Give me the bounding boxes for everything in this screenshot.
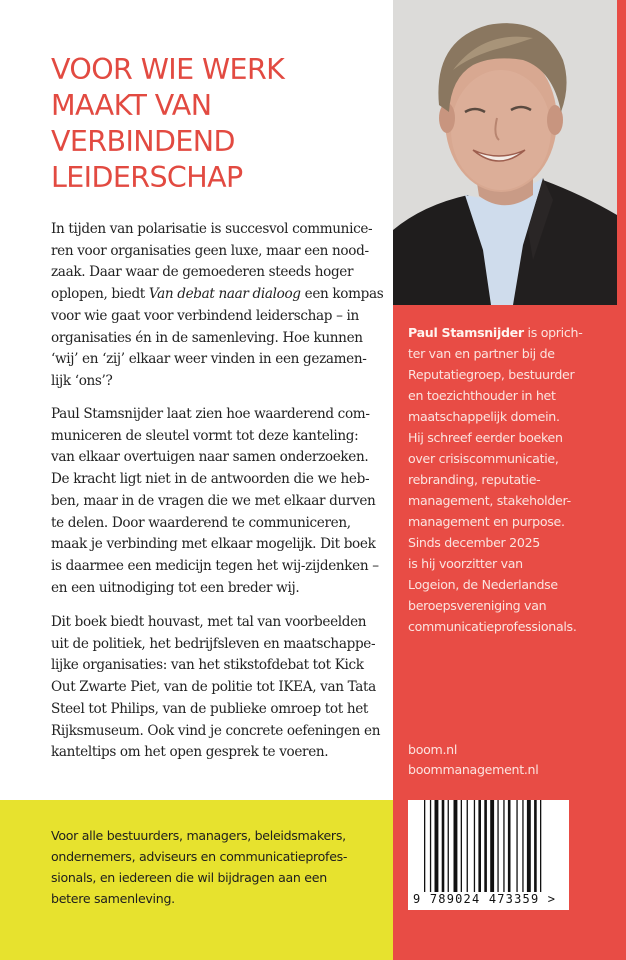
text-line: municeren de sleutel vormt tot deze kanteling: — [51, 427, 359, 444]
text-line: ben, maar in de vragen die we met elkaar durven — [51, 492, 376, 509]
text-line: en toezichthouder in het — [408, 388, 556, 403]
text-line: lijke organisaties: van het stikstofdebat tot Kick — [51, 657, 364, 674]
text-line: management en purpose. — [408, 514, 565, 529]
audience-text — [51, 825, 371, 909]
author-photo — [393, 0, 617, 305]
blurb-paragraph-3 — [51, 612, 381, 764]
barcode-bar — [467, 800, 468, 895]
text-line: van elkaar overtuigen naar samen onderzoeken. — [51, 449, 369, 466]
isbn-number: 9 789024 473359 > — [413, 892, 557, 906]
barcode-bar — [497, 800, 498, 895]
barcode-bar — [430, 800, 431, 900]
barcode-bar — [508, 800, 511, 895]
text-line: is hij voorzitter van — [408, 556, 523, 571]
author-bio — [408, 322, 623, 637]
text-line: lijk ‘ons’? — [51, 372, 113, 389]
title-line: VERBINDEND — [51, 125, 235, 158]
text-line: De kracht ligt niet in de antwoorden die we heb- — [51, 471, 370, 488]
text-line: zaak. Daar waar de gemoederen steeds hoger — [51, 264, 354, 281]
text-line: ter van en partner bij de — [408, 346, 555, 361]
text-line: Sinds december 2025 — [408, 535, 540, 550]
cover-title — [51, 52, 371, 196]
text-line: Reputatiegroep, bestuurder — [408, 367, 575, 382]
book-title-italic: Van debat naar dialoog — [148, 286, 301, 303]
barcode-bar — [534, 800, 537, 900]
text-line: uit de politiek, het bedrijfsleven en maatschappe- — [51, 635, 376, 652]
barcode-bar — [490, 800, 494, 895]
barcode-bar — [540, 800, 541, 900]
text-line: Steel tot Philips, van de publieke omroep tot het — [51, 700, 369, 717]
barcode-bar — [516, 800, 517, 895]
isbn-barcode — [408, 800, 569, 910]
text-line: Voor alle bestuurders, managers, beleidsmakers, — [51, 828, 346, 843]
text-line: Dit boek biedt houvast, met tal van voorbeelden — [51, 614, 367, 630]
blurb-paragraph-1 — [51, 219, 384, 393]
text-line: ren voor organisaties geen luxe, maar een nood- — [51, 242, 369, 259]
barcode-bar — [435, 800, 439, 895]
text-line — [51, 284, 384, 306]
text-line: Hij schreef eerder boeken — [408, 430, 563, 445]
barcode-bar — [424, 800, 425, 900]
barcode-bar — [461, 800, 462, 895]
publisher-link-boommanagement[interactable]: boommanagement.nl — [408, 762, 539, 777]
text-segment: oplopen, biedt — [51, 286, 149, 303]
text-line: Paul Stamsnijder laat zien hoe waarderend com- — [51, 406, 370, 422]
barcode-bar — [527, 800, 531, 895]
text-line: organisaties én in de samenleving. Hoe kunnen — [51, 329, 363, 346]
barcode-bar — [442, 800, 445, 895]
publisher-links — [408, 740, 538, 780]
title-line: MAAKT VAN — [51, 89, 212, 122]
title-line: LEIDERSCHAP — [51, 161, 243, 194]
barcode-bar — [474, 800, 475, 895]
author-panel — [393, 0, 626, 960]
text-line: rebranding, reputatie- — [408, 472, 541, 487]
author-name: Paul Stamsnijder — [408, 325, 524, 340]
barcode-bar — [478, 800, 481, 895]
text-line: In tijden van polarisatie is succesvol communice- — [51, 221, 373, 237]
text-line: communicatieprofessionals. — [408, 619, 577, 634]
barcode-bar — [503, 800, 504, 895]
text-line: kanteltips om het open gesprek te voeren. — [51, 744, 329, 761]
barcode-bar — [484, 800, 487, 895]
text-segment: een kompas — [300, 286, 384, 303]
barcode-bar — [522, 800, 523, 895]
text-line: betere samenleving. — [51, 891, 175, 906]
text-line: maatschappelijk domein. — [408, 409, 560, 424]
text-line: Rijksmuseum. Ook vind je concrete oefeningen en — [51, 722, 381, 739]
text-line: Logeion, de Nederlandse — [408, 577, 558, 592]
text-line: en een uitnodiging tot een breder wij. — [51, 579, 300, 596]
text-line: over crisiscommunicatie, — [408, 451, 559, 466]
text-line: maak je verbinding met elkaar mogelijk. Dit boek — [51, 536, 376, 553]
text-line: Out Zwarte Piet, van de politie tot IKEA, van Tata — [51, 679, 376, 696]
barcode-bar — [448, 800, 449, 895]
barcode-bar — [454, 800, 458, 895]
text-line: beroepsvereniging van — [408, 598, 547, 613]
text-line: sionals, en iedereen die wil bijdragen aan een — [51, 870, 327, 885]
blurb-paragraph-2 — [51, 404, 379, 599]
text-line: ‘wij’ en ‘zij’ elkaar weer vinden in een gezamen- — [51, 351, 367, 368]
text-segment: is oprich- — [523, 325, 583, 340]
title-line: VOOR WIE WERK — [51, 53, 285, 86]
text-line: ondernemers, adviseurs en communicatieprofes- — [51, 849, 348, 864]
publisher-link-boom[interactable]: boom.nl — [408, 742, 458, 757]
bio-first-line — [408, 322, 623, 343]
text-line: is daarmee een medicijn tegen het wij-zijdenken – — [51, 557, 379, 574]
text-line: voor wie gaat voor verbindend leiderschap – in — [51, 307, 359, 324]
audience-band — [0, 800, 393, 960]
text-line: management, stakeholder- — [408, 493, 571, 508]
text-line: te delen. Door waarderend te communiceren, — [51, 514, 351, 531]
author-portrait-icon — [393, 0, 617, 305]
